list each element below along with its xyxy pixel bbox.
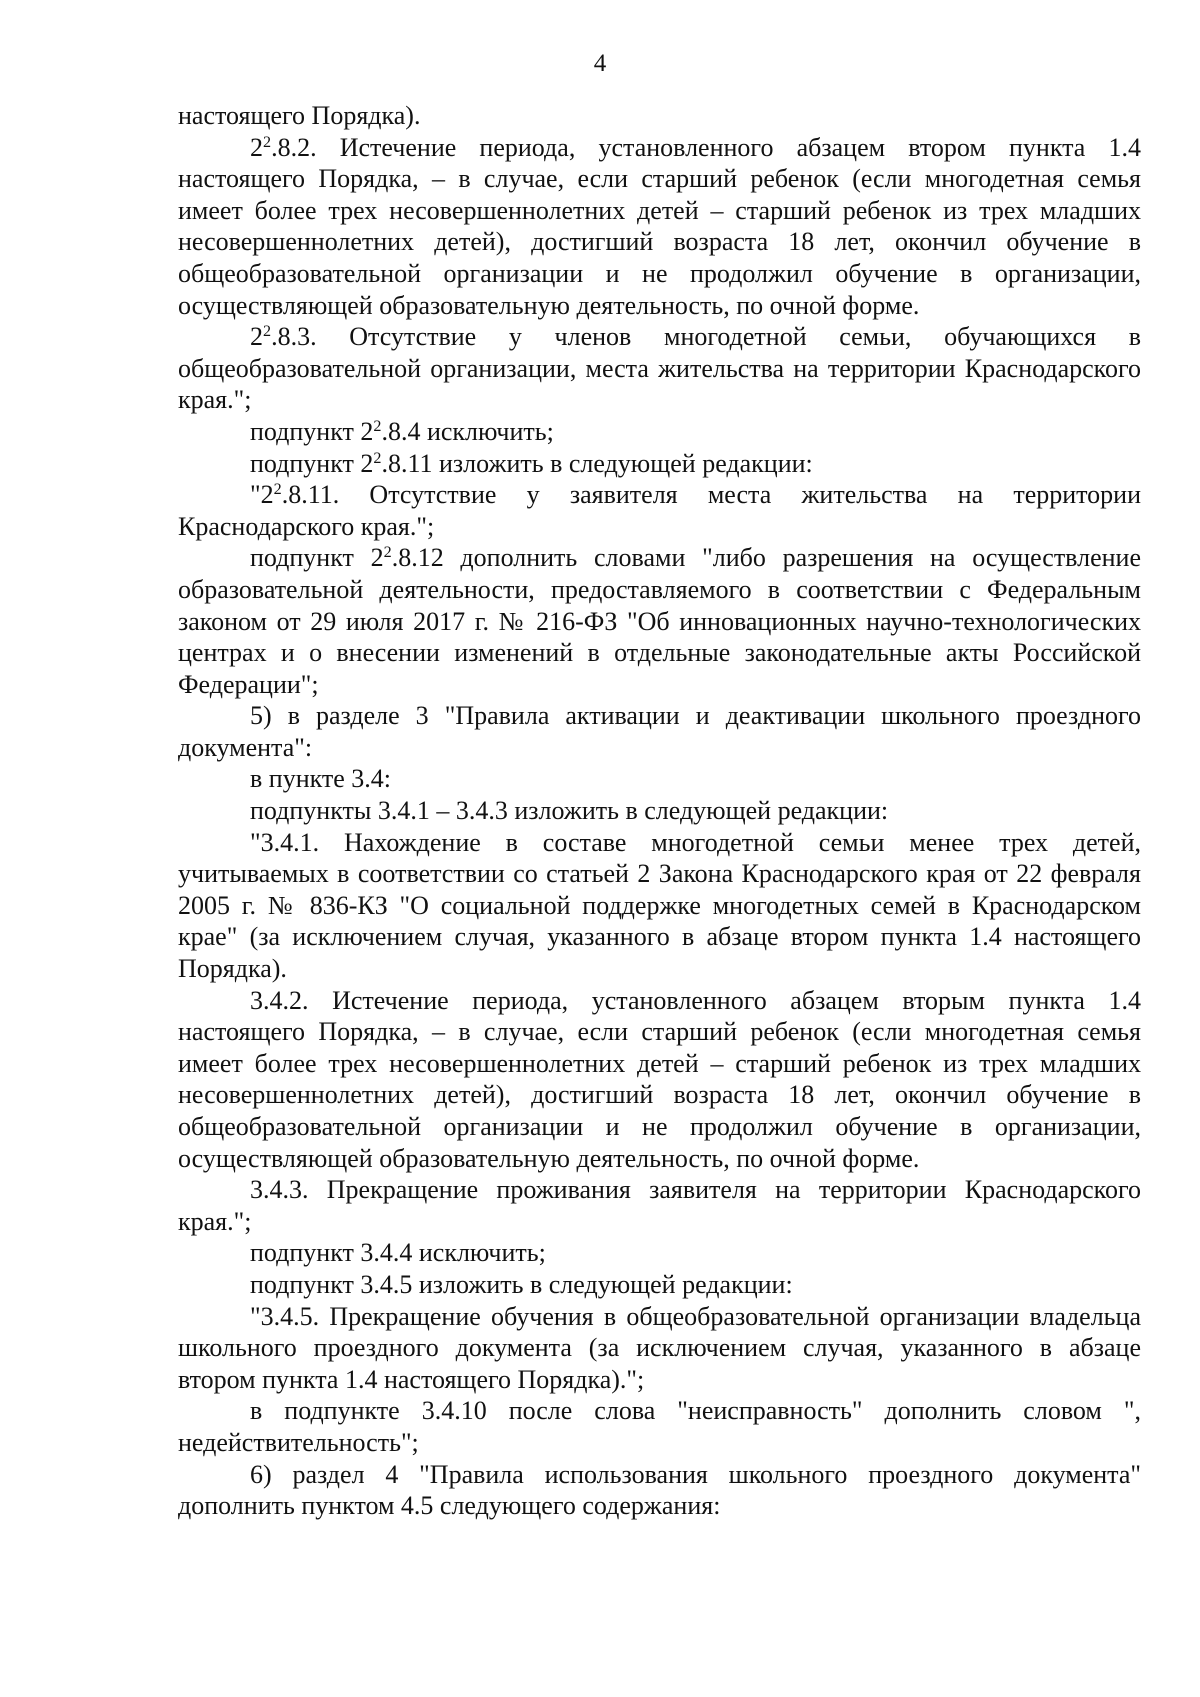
paragraph-section-4: 6) раздел 4 "Правила использования школьного проездного документа" дополнить пунктом 4.5 следующего содержания:	[178, 1459, 1141, 1521]
paragraph-clause-3-4: в пункте 3.4:	[250, 764, 392, 794]
paragraph-2-2-8-3: $2^2.8.3$. Отсутствие у членов многодетной семьи, обучающихся в общеобразовательной организации, места жительства на территории Краснодарского края.";	[178, 322, 1141, 415]
paragraph-3-4-5-text: "3.4.5. Прекращение обучения в общеобразовательной организации владельца школьного проездного документа (за исключением случая, указанного в абзаце втором пункта 1.4 настоящего Порядка).";	[178, 1301, 1141, 1394]
paragraph-2-2-8-2: $2^2.8.2$. Истечение периода, установленного абзацем втором пункта 1.4 настоящего Порядка, – в случае, если старший ребенок (если многодетная семья имеет более трех несовершеннолетних детей – старший ребенок из трех младших несовершеннолетних детей), достигший возраста 18 лет, окончил обучение в общеобразовательной организации и не продолжил обучение в организации, осуществляющей образовательную деятельность, по очной форме.	[178, 132, 1141, 320]
document-body	[178, 100, 1141, 1522]
paragraph-3-4-3: 3.4.3. Прекращение проживания заявителя на территории Краснодарского края.";	[178, 1175, 1141, 1236]
paragraph-restate-3-4-5: подпункт 3.4.5 изложить в следующей редакции:	[250, 1269, 793, 1299]
paragraph-continuation: настоящего Порядка).	[178, 101, 421, 130]
paragraph-2-2-8-11-text: "$2^2.8.11$. Отсутствие у заявителя места жительства на территории Краснодарского края.";	[178, 480, 1141, 541]
paragraph-subclauses-3-4-1-3: подпункты 3.4.1 – 3.4.3 изложить в следующей редакции:	[250, 796, 889, 826]
paragraph-section-3: 5) в разделе 3 "Правила активации и деактивации школьного проездного документа":	[178, 701, 1141, 762]
paragraph-exclude-3-4-4: подпункт 3.4.4 исключить;	[250, 1238, 546, 1268]
paragraph-3-4-10: в подпункте 3.4.10 после слова "неисправность" дополнить словом ", недействительность";	[178, 1396, 1141, 1457]
page-number: 4	[593, 50, 607, 77]
paragraph-exclude-2-2-8-4: подпункт $2^2.8.4$ исключить;	[250, 416, 554, 446]
paragraph-3-4-1: "3.4.1. Нахождение в составе многодетной семьи менее трех детей, учитываемых в соответствии со статьей 2 Закона Краснодарского края от 22 февраля 2005 г. № 836-КЗ "О социальной поддержке многодетных семей в Краснодарском крае" (за исключением случая, указанного в абзаце втором пункта 1.4 настоящего Порядка).	[178, 827, 1141, 984]
paragraph-3-4-2: 3.4.2. Истечение периода, установленного абзацем вторым пункта 1.4 настоящего Порядка, – в случае, если старший ребенок (если многодетная семья имеет более трех несовершеннолетних детей – старший ребенок из трех младших несовершеннолетних детей), достигший возраста 18 лет, окончил обучение в общеобразовательной организации и не продолжил обучение в организации, осуществляющей образовательную деятельность, по очной форме.	[178, 985, 1141, 1173]
paragraph-restate-2-2-8-11: подпункт $2^2.8.11$ изложить в следующей редакции:	[250, 448, 813, 478]
paragraph-supplement-2-2-8-12: подпункт $2^2.8.12$ дополнить словами "либо разрешения на осуществление образовательной деятельности, предоставляемого в соответствии с Федеральным законом от 29 июля 2017 г. № 216-ФЗ "Об инновационных научно-технологических центрах и о внесении изменений в отдельные законодательные акты Российской Федерации";	[178, 543, 1141, 699]
